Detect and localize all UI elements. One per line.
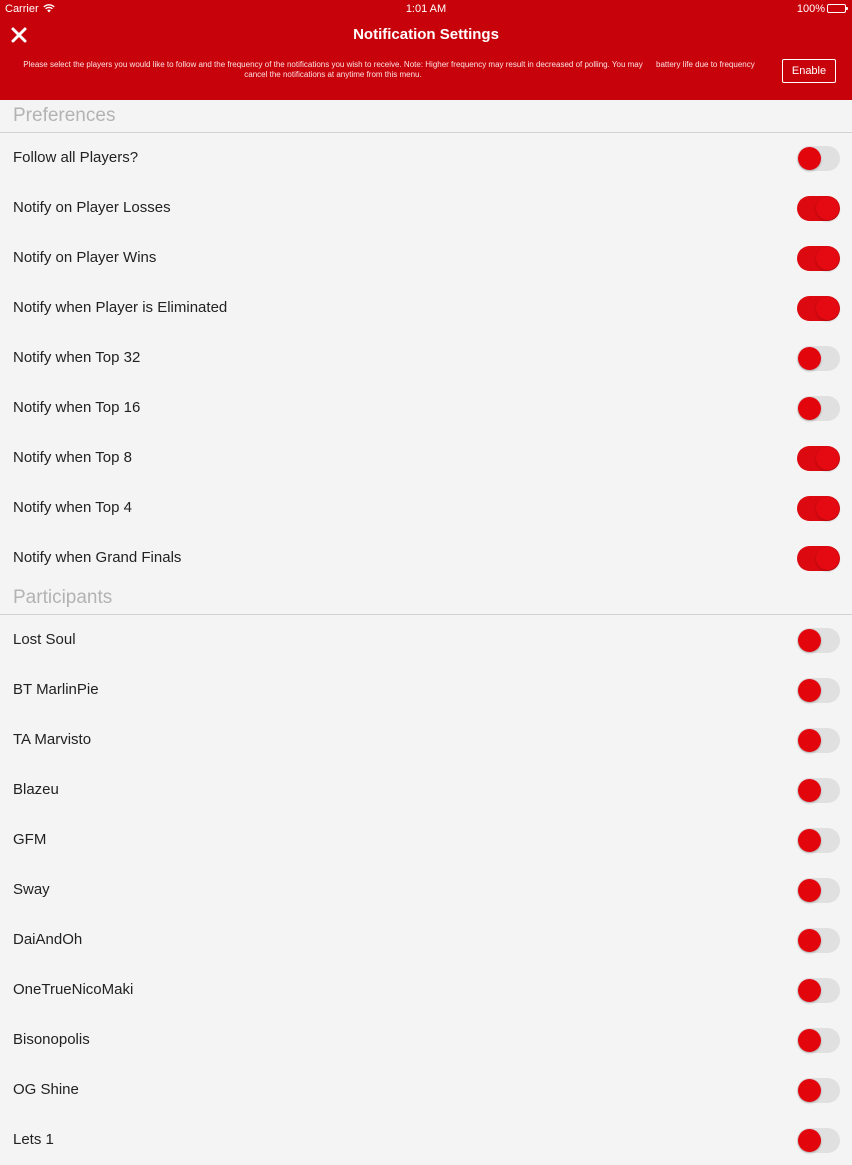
participant-label: Bisonopolis	[13, 1031, 90, 1048]
participant-toggle[interactable]	[797, 778, 840, 803]
toggle-knob	[798, 879, 821, 902]
participant-label: OG Shine	[13, 1081, 79, 1098]
section-header-participants: Participants	[0, 582, 852, 615]
preference-label: Notify on Player Wins	[13, 249, 157, 266]
status-bar	[0, 0, 852, 18]
participant-label: GFM	[13, 831, 47, 848]
participant-toggle[interactable]	[797, 678, 840, 703]
participant-row	[0, 1115, 852, 1165]
preference-row	[0, 283, 852, 333]
participant-toggle[interactable]	[797, 628, 840, 653]
toggle-knob	[798, 979, 821, 1002]
toggle-knob	[798, 1079, 821, 1102]
participant-toggle[interactable]	[797, 1028, 840, 1053]
preference-label: Notify when Player is Eliminated	[13, 299, 228, 316]
participant-label: DaiAndOh	[13, 931, 83, 948]
toggle-knob	[798, 679, 821, 702]
participant-row	[0, 715, 852, 765]
toggle-knob	[816, 247, 839, 270]
carrier-text: Carrier	[5, 3, 39, 15]
preference-toggle[interactable]	[797, 246, 840, 271]
preference-label: Notify on Player Losses	[13, 199, 171, 216]
preference-toggle[interactable]	[797, 346, 840, 371]
preference-label: Notify when Top 4	[13, 499, 132, 516]
toggle-knob	[798, 929, 821, 952]
toggle-knob	[798, 779, 821, 802]
battery-indicator	[797, 3, 846, 15]
preference-row	[0, 133, 852, 183]
toggle-knob	[798, 397, 821, 420]
participant-toggle[interactable]	[797, 978, 840, 1003]
toggle-knob	[798, 729, 821, 752]
participant-toggle[interactable]	[797, 928, 840, 953]
preference-row	[0, 533, 852, 583]
preference-label: Notify when Grand Finals	[13, 549, 182, 566]
toggle-knob	[816, 447, 839, 470]
participant-label: TA Marvisto	[13, 731, 92, 748]
participant-toggle[interactable]	[797, 828, 840, 853]
toggle-knob	[816, 297, 839, 320]
toggle-knob	[816, 497, 839, 520]
participant-toggle[interactable]	[797, 878, 840, 903]
participant-label: Lets 1	[13, 1131, 54, 1148]
participant-label: Sway	[13, 881, 50, 898]
section-header-preferences: Preferences	[0, 100, 852, 133]
participant-toggle[interactable]	[797, 1078, 840, 1103]
preference-row	[0, 333, 852, 383]
toggle-knob	[798, 347, 821, 370]
participant-toggle[interactable]	[797, 728, 840, 753]
toggle-knob	[798, 1029, 821, 1052]
header-bar	[0, 0, 852, 100]
participant-row	[0, 615, 852, 665]
status-time: 1:01 AM	[405, 3, 447, 15]
participant-row	[0, 865, 852, 915]
preference-row	[0, 433, 852, 483]
enable-button[interactable]: Enable	[782, 59, 836, 83]
participant-toggle[interactable]	[797, 1128, 840, 1153]
page-title: Notification Settings	[353, 26, 499, 43]
preference-toggle[interactable]	[797, 296, 840, 321]
preference-toggle[interactable]	[797, 146, 840, 171]
preference-label: Follow all Players?	[13, 149, 139, 166]
participant-label: Lost Soul	[13, 631, 76, 648]
preference-toggle[interactable]	[797, 196, 840, 221]
preference-row	[0, 183, 852, 233]
toggle-knob	[798, 829, 821, 852]
battery-icon	[827, 4, 846, 13]
preference-label: Notify when Top 16	[13, 399, 141, 416]
participant-row	[0, 965, 852, 1015]
preference-toggle[interactable]	[797, 446, 840, 471]
notice-text: Please select the players you would like to follow and the frequency of the notifications you wish to receive. Note: Higher frequency may result in decreased of polling. You may cancel the notifications at anytime from this menu.	[23, 60, 643, 79]
notice-text-continued: battery life due to frequency	[656, 60, 755, 69]
battery-percent: 100%	[796, 3, 825, 15]
toggle-knob	[816, 547, 839, 570]
participant-row	[0, 665, 852, 715]
participant-row	[0, 815, 852, 865]
preference-toggle[interactable]	[797, 496, 840, 521]
toggle-knob	[798, 629, 821, 652]
participant-row	[0, 1065, 852, 1115]
participant-row	[0, 915, 852, 965]
preference-label: Notify when Top 8	[13, 449, 132, 466]
preference-toggle[interactable]	[797, 396, 840, 421]
participant-row	[0, 765, 852, 815]
participant-row	[0, 1015, 852, 1065]
preference-row	[0, 233, 852, 283]
preference-label: Notify when Top 32	[13, 349, 141, 366]
participant-label: BT MarlinPie	[13, 681, 99, 698]
preference-row	[0, 483, 852, 533]
preference-row	[0, 383, 852, 433]
participant-label: Blazeu	[13, 781, 59, 798]
toggle-knob	[816, 197, 839, 220]
preference-toggle[interactable]	[797, 546, 840, 571]
toggle-knob	[798, 147, 821, 170]
toggle-knob	[798, 1129, 821, 1152]
participant-label: OneTrueNicoMaki	[13, 981, 134, 998]
